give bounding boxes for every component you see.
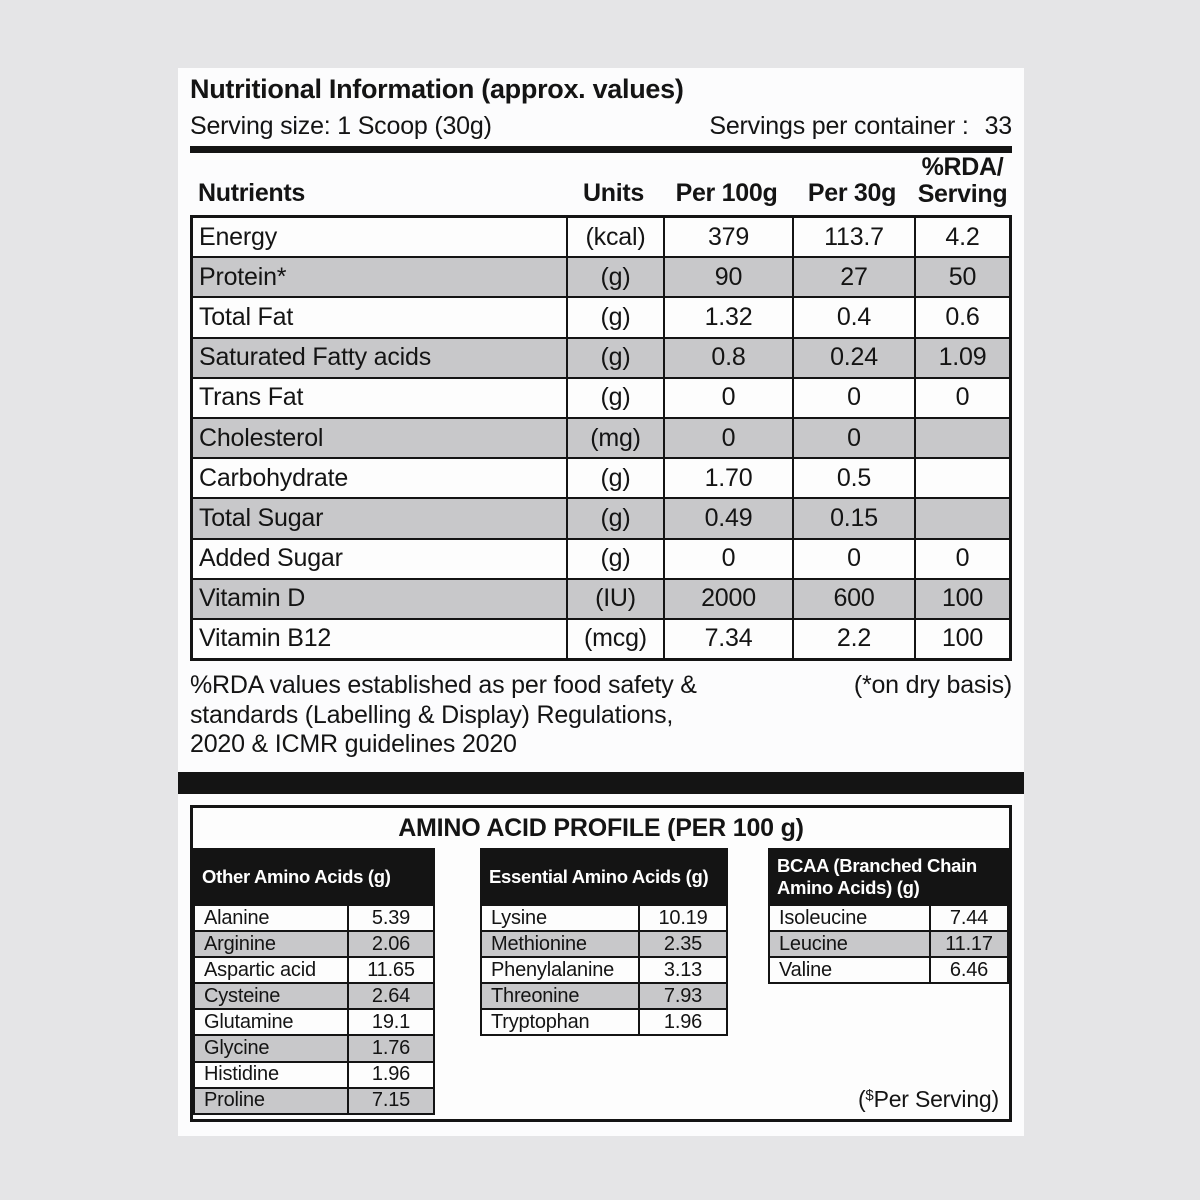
nutrient-per100g: 1.70 bbox=[665, 459, 794, 497]
nutrient-per30g: 0 bbox=[794, 419, 916, 457]
nutrient-per100g: 379 bbox=[665, 218, 794, 256]
nutrition-row bbox=[193, 459, 1009, 499]
amino-name: Alanine bbox=[195, 906, 349, 930]
amino-value: 5.39 bbox=[371, 906, 411, 929]
nutrition-row bbox=[193, 218, 1009, 258]
nutrient-rda: 100 bbox=[941, 584, 984, 613]
amino-value: 11.65 bbox=[367, 958, 415, 981]
amino-header-line: BCAA (Branched Chain bbox=[777, 855, 977, 876]
amino-acid-section bbox=[190, 805, 1012, 1122]
amino-row bbox=[195, 1010, 433, 1036]
amino-row bbox=[195, 1036, 433, 1062]
nutrition-row bbox=[193, 339, 1009, 379]
nutrient-name: Carbohydrate bbox=[193, 459, 568, 497]
nutrition-table bbox=[190, 215, 1012, 661]
amino-name: Phenylalanine bbox=[482, 958, 640, 982]
amino-table-header bbox=[480, 848, 728, 906]
nutrient-name: Energy bbox=[193, 218, 568, 256]
nutrient-unit: (mcg) bbox=[568, 620, 665, 658]
amino-name: Isoleucine bbox=[770, 906, 931, 930]
nutrient-per30g: 600 bbox=[794, 580, 916, 618]
nutrient-per30g: 0 bbox=[794, 540, 916, 578]
nutrient-per100g: 0.49 bbox=[665, 499, 794, 537]
nutrient-per100g: 7.34 bbox=[665, 620, 794, 658]
servings-per-container-value: 33 bbox=[984, 112, 1012, 140]
servings-per-container bbox=[709, 112, 1012, 141]
amino-name: Proline bbox=[195, 1089, 349, 1113]
amino-value: 10.19 bbox=[658, 906, 708, 929]
amino-header-line: Essential Amino Acids (g) bbox=[489, 866, 709, 887]
amino-table-header bbox=[193, 848, 435, 906]
nutrient-per100g: 2000 bbox=[665, 580, 794, 618]
amino-value: 2.06 bbox=[371, 932, 411, 955]
amino-table bbox=[768, 848, 1009, 984]
nutrition-column-headers bbox=[190, 152, 1012, 211]
nutrient-name: Vitamin D bbox=[193, 580, 568, 618]
nutrition-label-panel bbox=[178, 68, 1024, 1136]
nutrient-rda bbox=[916, 459, 1009, 497]
amino-value: 2.35 bbox=[663, 932, 703, 955]
nutrient-per100g: 90 bbox=[665, 258, 794, 296]
amino-name: Leucine bbox=[770, 932, 931, 956]
nutrition-row bbox=[193, 379, 1009, 419]
amino-row bbox=[770, 932, 1007, 958]
amino-name: Aspartic acid bbox=[195, 958, 349, 982]
amino-name: Arginine bbox=[195, 932, 349, 956]
amino-row bbox=[770, 906, 1007, 932]
nutrient-unit: (kcal) bbox=[568, 218, 665, 256]
nutrient-rda bbox=[916, 499, 1009, 537]
rda-footnote: %RDA values established as per food safety & standards (Labelling & Display) Regulations, 2020 & ICMR guidelines 2020 bbox=[190, 671, 697, 758]
amino-row bbox=[482, 1010, 726, 1034]
nutrient-name: Protein* bbox=[193, 258, 568, 296]
nutrient-rda: 50 bbox=[948, 262, 977, 291]
nutrient-unit: (g) bbox=[568, 379, 665, 417]
amino-row bbox=[195, 958, 433, 984]
column-header-nutrients: Nutrients bbox=[198, 179, 306, 207]
nutrient-unit: (g) bbox=[568, 499, 665, 537]
amino-row bbox=[195, 984, 433, 1010]
amino-name: Glutamine bbox=[195, 1010, 349, 1034]
amino-value: 7.44 bbox=[949, 906, 989, 929]
nutrient-name: Added Sugar bbox=[193, 540, 568, 578]
amino-table-body bbox=[768, 906, 1009, 984]
amino-name: Threonine bbox=[482, 984, 640, 1008]
serving-info-row bbox=[190, 112, 1012, 141]
column-header-per100g: Per 100g bbox=[675, 179, 778, 207]
column-header-units: Units bbox=[582, 179, 644, 207]
nutrient-rda: 0 bbox=[955, 544, 970, 573]
column-header-rda: %RDA/ Serving bbox=[917, 153, 1008, 208]
dry-basis-note: (*on dry basis) bbox=[853, 671, 1012, 699]
nutrient-per30g: 0.24 bbox=[794, 339, 916, 377]
amino-name: Valine bbox=[770, 958, 931, 982]
amino-table-body bbox=[193, 906, 435, 1115]
amino-value: 1.96 bbox=[371, 1063, 411, 1086]
amino-row bbox=[195, 1063, 433, 1089]
amino-value: 1.96 bbox=[663, 1010, 703, 1033]
nutrient-unit: (g) bbox=[568, 459, 665, 497]
amino-row bbox=[482, 906, 726, 932]
amino-row bbox=[195, 932, 433, 958]
nutrient-per30g: 0.4 bbox=[794, 298, 916, 336]
footnote-row bbox=[190, 671, 1012, 760]
amino-row bbox=[195, 1089, 433, 1113]
nutrient-unit: (g) bbox=[568, 540, 665, 578]
amino-row bbox=[482, 958, 726, 984]
amino-name: Glycine bbox=[195, 1036, 349, 1060]
nutrient-per30g: 0 bbox=[794, 379, 916, 417]
serving-size-text: Serving size: 1 Scoop (30g) bbox=[190, 112, 492, 140]
nutrient-unit: (g) bbox=[568, 339, 665, 377]
nutrient-unit: (IU) bbox=[568, 580, 665, 618]
amino-section-title: AMINO ACID PROFILE (PER 100 g) bbox=[398, 813, 804, 842]
per-serving-note: ($Per Serving) bbox=[857, 1086, 999, 1112]
nutrient-per100g: 0 bbox=[665, 540, 794, 578]
nutrition-row bbox=[193, 540, 1009, 580]
amino-name: Methionine bbox=[482, 932, 640, 956]
amino-value: 7.15 bbox=[371, 1089, 411, 1112]
nutrition-row bbox=[193, 580, 1009, 620]
amino-value: 1.76 bbox=[371, 1037, 411, 1060]
amino-header-line: Other Amino Acids (g) bbox=[202, 866, 391, 887]
nutrient-rda: 100 bbox=[941, 624, 984, 653]
nutrition-row bbox=[193, 419, 1009, 459]
amino-name: Lysine bbox=[482, 906, 640, 930]
amino-value: 6.46 bbox=[949, 958, 989, 981]
nutrient-name: Total Fat bbox=[193, 298, 568, 336]
nutrient-per100g: 0 bbox=[665, 379, 794, 417]
nutrition-row bbox=[193, 499, 1009, 539]
nutrient-per30g: 0.15 bbox=[794, 499, 916, 537]
amino-table-body bbox=[480, 906, 728, 1036]
amino-table bbox=[480, 848, 728, 1036]
amino-name: Histidine bbox=[195, 1063, 349, 1087]
servings-per-container-label: Servings per container : bbox=[709, 112, 969, 140]
amino-row bbox=[482, 984, 726, 1010]
amino-header-line: Amino Acids) (g) bbox=[777, 877, 920, 898]
nutrient-rda: 0 bbox=[955, 383, 970, 412]
amino-name: Tryptophan bbox=[482, 1010, 640, 1034]
nutrient-rda: 4.2 bbox=[945, 222, 980, 251]
nutrition-row bbox=[193, 298, 1009, 338]
nutrient-per100g: 0 bbox=[665, 419, 794, 457]
amino-value: 19.1 bbox=[371, 1010, 411, 1033]
amino-value: 11.17 bbox=[945, 932, 993, 955]
amino-value: 3.13 bbox=[663, 958, 703, 981]
label-title: Nutritional Information (approx. values) bbox=[190, 74, 684, 104]
nutrient-rda: 0.6 bbox=[945, 302, 980, 331]
amino-row bbox=[770, 958, 1007, 982]
nutrition-row bbox=[193, 258, 1009, 298]
nutrient-name: Vitamin B12 bbox=[193, 620, 568, 658]
amino-value: 2.64 bbox=[371, 984, 411, 1007]
amino-row bbox=[195, 906, 433, 932]
nutrient-per30g: 27 bbox=[794, 258, 916, 296]
amino-table-header bbox=[768, 848, 1009, 906]
nutrient-unit: (g) bbox=[568, 258, 665, 296]
nutrient-rda bbox=[916, 419, 1009, 457]
nutrient-unit: (g) bbox=[568, 298, 665, 336]
nutrient-name: Cholesterol bbox=[193, 419, 568, 457]
amino-value: 7.93 bbox=[663, 984, 703, 1007]
nutrient-name: Total Sugar bbox=[193, 499, 568, 537]
nutrition-row bbox=[193, 620, 1009, 658]
column-header-per30g: Per 30g bbox=[807, 179, 897, 207]
nutrient-per30g: 2.2 bbox=[794, 620, 916, 658]
section-divider-bar bbox=[178, 772, 1024, 794]
nutrient-name: Saturated Fatty acids bbox=[193, 339, 568, 377]
nutrient-per30g: 0.5 bbox=[794, 459, 916, 497]
amino-table bbox=[193, 848, 435, 1115]
amino-name: Cysteine bbox=[195, 984, 349, 1008]
amino-row bbox=[482, 932, 726, 958]
nutrient-per30g: 113.7 bbox=[794, 218, 916, 256]
nutrient-unit: (mg) bbox=[568, 419, 665, 457]
amino-tables bbox=[193, 848, 1009, 1119]
nutrient-per100g: 1.32 bbox=[665, 298, 794, 336]
nutrient-rda: 1.09 bbox=[938, 343, 987, 372]
nutrient-per100g: 0.8 bbox=[665, 339, 794, 377]
nutrient-name: Trans Fat bbox=[193, 379, 568, 417]
